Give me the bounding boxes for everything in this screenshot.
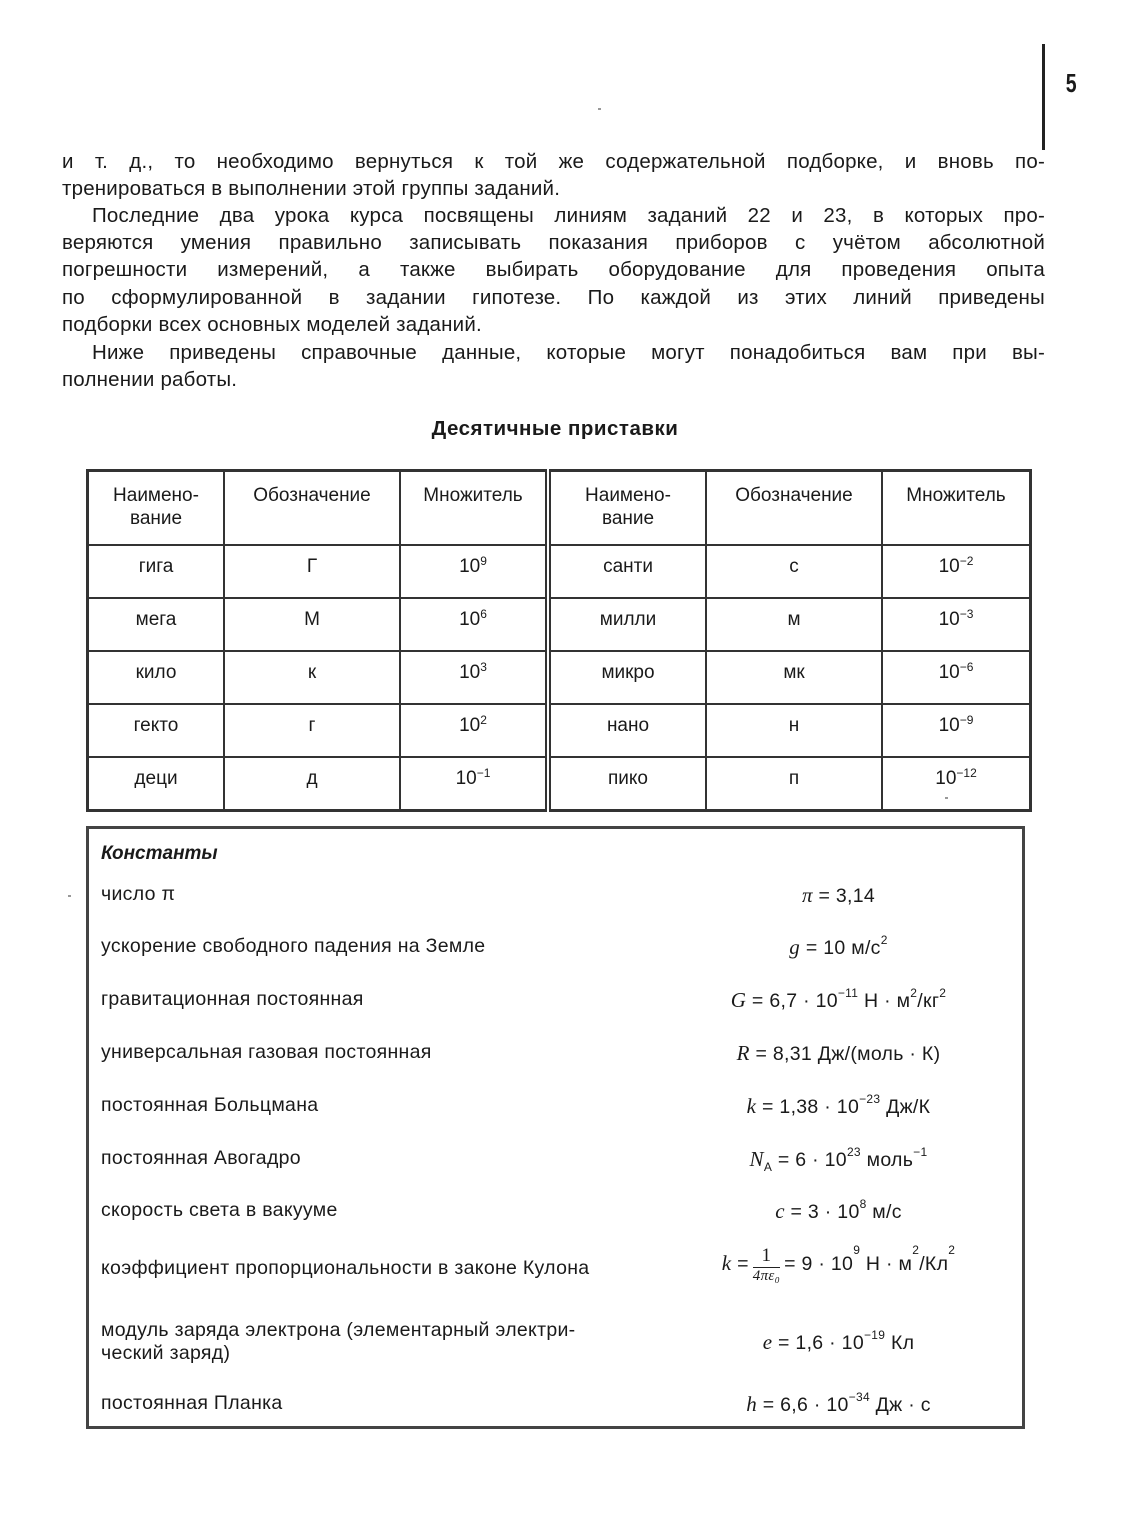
- prefix-multiplier: [882, 598, 1031, 651]
- formula-symbol: c: [775, 1199, 785, 1223]
- multiplier-base: 10: [459, 556, 481, 577]
- prefix-multiplier: [882, 545, 1031, 598]
- prefix-multiplier: [882, 704, 1031, 757]
- paragraph: [62, 148, 1045, 202]
- formula-text: = 6,6 · 10: [757, 1394, 849, 1416]
- formula-symbol: k: [721, 1251, 732, 1276]
- prefix-multiplier: [400, 598, 548, 651]
- formula-symbol: e: [762, 1330, 773, 1354]
- multiplier-base: 10: [938, 609, 960, 630]
- formula-text: =: [731, 1253, 749, 1276]
- prefix-symbol: г: [224, 704, 400, 757]
- formula-text: Н · м: [860, 1253, 913, 1276]
- formula-superscript: 2: [912, 1243, 920, 1257]
- prefix-name: гига: [88, 545, 225, 598]
- formula-superscript: −11: [837, 986, 859, 1000]
- paragraph-line: тренироваться в выполнении этой группы заданий.: [62, 177, 561, 201]
- formula-text: = 8,31 Дж/(моль · К): [749, 1043, 941, 1065]
- multiplier-exponent: −1: [476, 766, 491, 780]
- constant-formula: [661, 1330, 1016, 1355]
- constant-label: постоянная Авогадро: [101, 1147, 301, 1169]
- formula-text: = 1,6 · 10: [772, 1332, 864, 1354]
- multiplier-base: 10: [455, 768, 477, 789]
- multiplier-exponent: 6: [480, 607, 487, 621]
- formula-text: /Кл: [919, 1253, 949, 1276]
- paragraph-line: полнении работы.: [62, 368, 238, 392]
- column-header: Множитель: [882, 471, 1031, 546]
- formula-symbol: N: [749, 1147, 764, 1171]
- paragraph-line: подборки всех основных моделей заданий.: [62, 312, 482, 336]
- prefix-symbol: н: [706, 704, 882, 757]
- multiplier-exponent: 3: [480, 660, 487, 674]
- prefix-multiplier: [400, 757, 548, 811]
- constant-label: модуль заряда электрона (элементарный электри- ческий заряд): [101, 1319, 576, 1364]
- constants-box: [86, 826, 1025, 1429]
- formula-symbol: h: [746, 1392, 758, 1416]
- prefix-symbol: Г: [224, 545, 400, 598]
- constant-label: гравитационная постоянная: [101, 988, 364, 1010]
- multiplier-base: 10: [459, 715, 481, 736]
- paragraph-line: Последние два урока курса посвящены линиям заданий 22 и 23, в которых про-: [92, 204, 1045, 227]
- prefix-symbol: м: [706, 598, 882, 651]
- prefix-name: нано: [548, 704, 706, 757]
- paragraph-line: веряются умения правильно записывать показания приборов с учётом абсолютной: [62, 231, 1045, 255]
- prefix-multiplier: [400, 545, 548, 598]
- formula-superscript: 2: [910, 986, 918, 1000]
- prefix-multiplier: [882, 757, 1031, 811]
- formula-text: Дж · с: [869, 1394, 931, 1416]
- prefix-symbol: М: [224, 598, 400, 651]
- prefix-name: кило: [88, 651, 225, 704]
- table-row: [88, 598, 1031, 651]
- formula-superscript: −1: [913, 1145, 928, 1159]
- table-row: [88, 704, 1031, 757]
- constant-label: постоянная Больцмана: [101, 1094, 319, 1116]
- prefix-symbol: п: [706, 757, 882, 811]
- paragraph-line: Ниже приведены справочные данные, которые могут понадобиться вам при вы-: [92, 341, 1045, 364]
- formula-subscript: A: [763, 1159, 773, 1174]
- column-header: Наимено- вание: [88, 471, 225, 546]
- constant-label: постоянная Планка: [101, 1392, 283, 1414]
- constants-title: Константы: [101, 843, 218, 864]
- constant-formula: [661, 1199, 1016, 1224]
- table-row: [88, 757, 1031, 811]
- formula-text: = 3 · 10: [784, 1201, 860, 1223]
- prefixes-title: Десятичные приставки: [431, 417, 679, 440]
- formula-superscript: −19: [863, 1328, 886, 1342]
- formula-symbol: G: [730, 988, 747, 1012]
- formula-text: = 6 · 10: [772, 1149, 847, 1171]
- prefix-multiplier: [400, 651, 548, 704]
- multiplier-base: 10: [459, 662, 481, 683]
- formula-superscript: 2: [948, 1243, 956, 1257]
- constant-label: коэффициент пропорциональности в законе Кулона: [101, 1257, 590, 1279]
- formula-superscript: 23: [846, 1145, 861, 1159]
- multiplier-base: 10: [938, 662, 960, 683]
- paragraph-line: погрешности измерений, а также выбирать оборудование для проведения опыта: [62, 258, 1045, 282]
- multiplier-base: 10: [938, 715, 960, 736]
- prefix-name: милли: [548, 598, 706, 651]
- constant-label: число π: [101, 883, 176, 905]
- formula-text: = 1,38 · 10: [756, 1096, 860, 1118]
- formula-text: моль: [860, 1149, 914, 1171]
- multiplier-exponent: −3: [959, 607, 974, 621]
- formula-text: = 6,7 · 10: [746, 990, 838, 1012]
- paragraph-line: по сформулированной в задании гипотезе. По каждой из этих линий приведены: [62, 285, 1045, 309]
- fraction-numerator: 1: [753, 1245, 780, 1268]
- column-header: Обозначение: [706, 471, 882, 546]
- prefixes-table: [86, 469, 1032, 812]
- column-header: Обозначение: [224, 471, 400, 546]
- constant-formula: [661, 1041, 1016, 1066]
- constant-label: универсальная газовая постоянная: [101, 1041, 432, 1063]
- multiplier-exponent: 2: [480, 713, 487, 727]
- constant-formula: [661, 935, 1016, 960]
- formula-text: Кл: [885, 1332, 915, 1354]
- formula-symbol: π: [801, 883, 813, 907]
- prefix-symbol: д: [224, 757, 400, 811]
- paragraph: [62, 202, 1045, 338]
- prefix-name: мега: [88, 598, 225, 651]
- formula-symbol: g: [789, 935, 801, 959]
- formula-text: /кг: [917, 990, 940, 1012]
- multiplier-exponent: 9: [480, 554, 487, 568]
- formula-text: = 3,14: [812, 885, 876, 907]
- formula-superscript: 2: [880, 933, 888, 947]
- prefix-multiplier: [882, 651, 1031, 704]
- constant-formula: [661, 1245, 1016, 1285]
- formula-text: м/с: [866, 1201, 902, 1223]
- table-row: [88, 545, 1031, 598]
- multiplier-base: 10: [935, 768, 957, 789]
- constant-label: скорость света в вакууме: [101, 1199, 338, 1221]
- prefix-name: пико: [548, 757, 706, 811]
- constant-formula: [661, 1147, 1016, 1174]
- prefix-name: микро: [548, 651, 706, 704]
- prefix-name: деци: [88, 757, 225, 811]
- fraction-denominator: 4πε₀: [752, 1268, 781, 1284]
- prefix-symbol: мк: [706, 651, 882, 704]
- multiplier-base: 10: [459, 609, 481, 630]
- paragraph-line: и т. д., то необходимо вернуться к той же содержательной подборке, и вновь по-: [62, 150, 1045, 173]
- column-header: Наимено- вание: [548, 471, 706, 546]
- constant-formula: [661, 1094, 1016, 1119]
- table-row: [88, 651, 1031, 704]
- formula-symbol: k: [746, 1094, 757, 1118]
- multiplier-exponent: −2: [959, 554, 974, 568]
- formula-superscript: −34: [848, 1390, 870, 1404]
- prefix-name: гекто: [88, 704, 225, 757]
- constant-formula: [661, 883, 1016, 908]
- formula-fraction: [753, 1245, 780, 1285]
- table-header-row: [88, 471, 1031, 546]
- prefix-multiplier: [400, 704, 548, 757]
- formula-text: = 10 м/с: [800, 937, 881, 959]
- formula-text: Н · м: [858, 990, 911, 1012]
- formula-superscript: 8: [859, 1197, 867, 1211]
- formula-text: Дж/К: [880, 1096, 931, 1118]
- constant-formula: [661, 988, 1016, 1013]
- formula-text: = 9 · 10: [784, 1253, 854, 1276]
- prefix-symbol: к: [224, 651, 400, 704]
- multiplier-exponent: −12: [956, 766, 977, 780]
- formula-superscript: 9: [853, 1243, 861, 1257]
- formula-superscript: −23: [859, 1092, 881, 1106]
- constant-formula: [661, 1392, 1016, 1417]
- page-margin-rule: [1042, 44, 1045, 150]
- prefix-name: санти: [548, 545, 706, 598]
- multiplier-exponent: −6: [959, 660, 974, 674]
- formula-symbol: R: [736, 1041, 750, 1065]
- formula-superscript: 2: [939, 986, 947, 1000]
- paragraph: [62, 339, 1045, 393]
- column-header: Множитель: [400, 471, 548, 546]
- constant-label: ускорение свободного падения на Земле: [101, 935, 486, 957]
- prefix-symbol: с: [706, 545, 882, 598]
- page-number: 5: [1065, 68, 1077, 98]
- multiplier-exponent: −9: [959, 713, 974, 727]
- multiplier-base: 10: [938, 556, 960, 577]
